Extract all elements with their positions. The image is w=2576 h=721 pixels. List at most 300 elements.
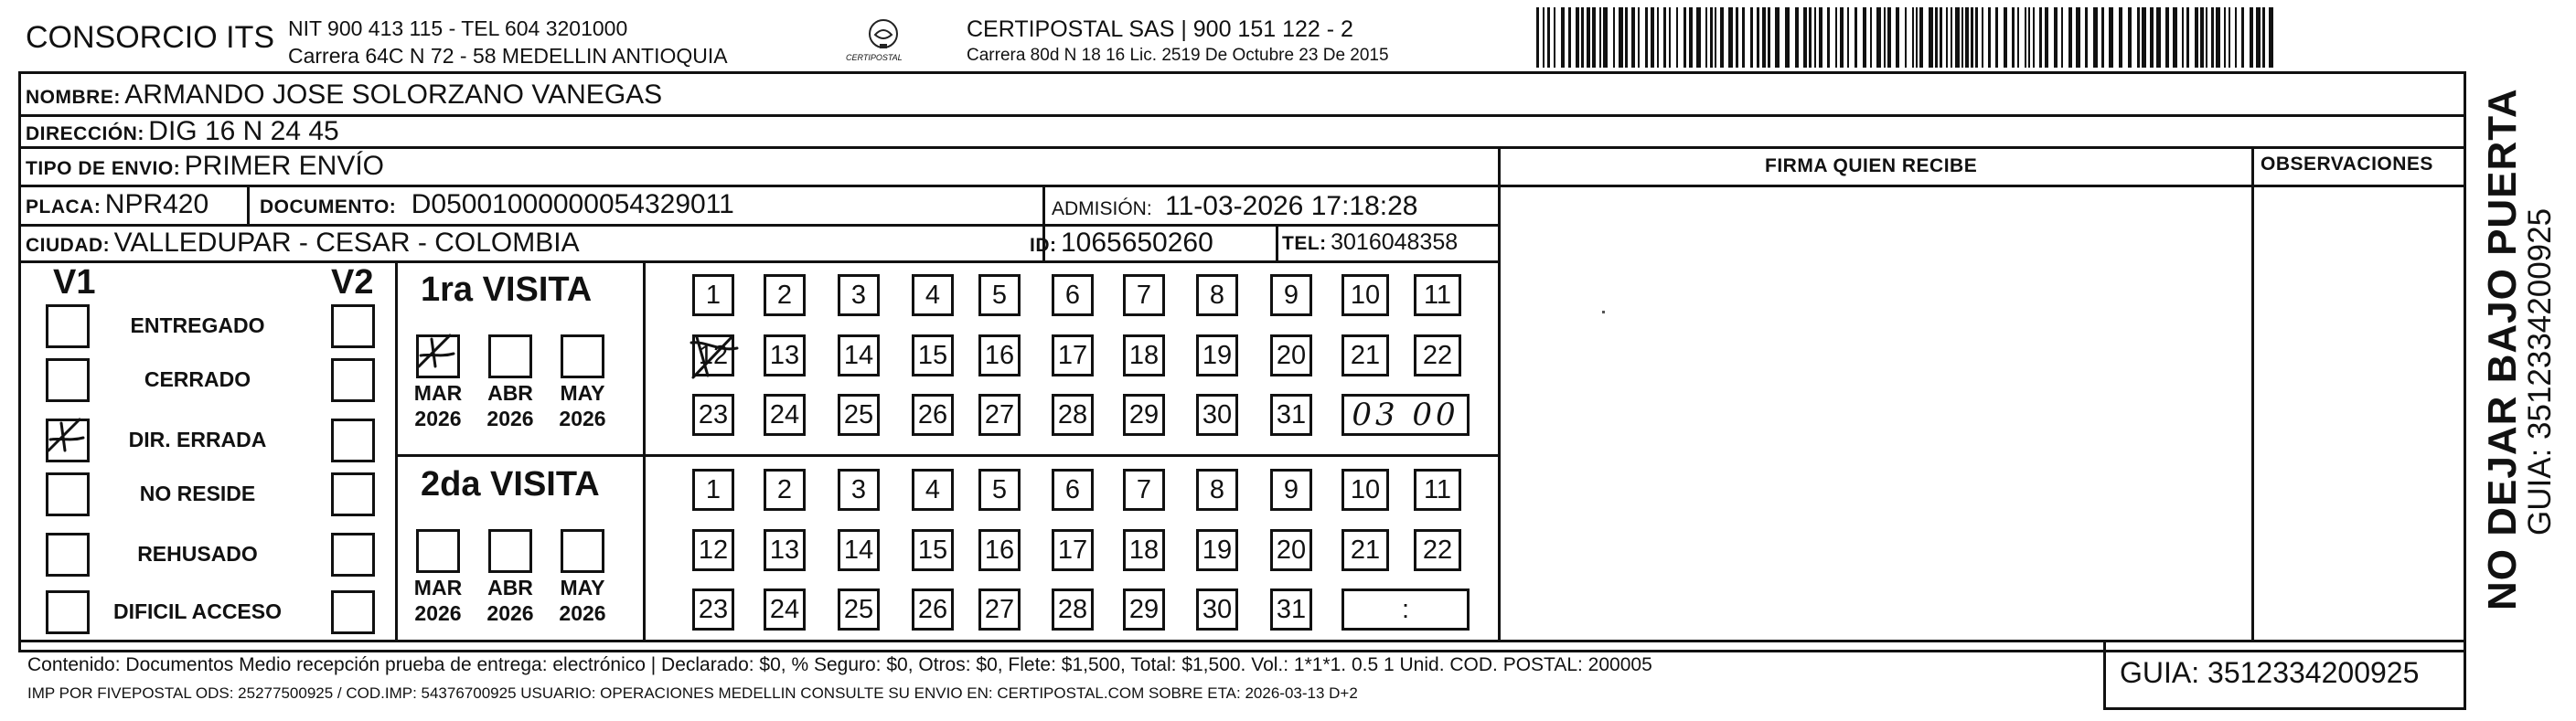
month-name: MAR <box>413 576 463 599</box>
direccion-row <box>26 116 339 147</box>
barcode-bar <box>1896 7 1899 68</box>
day-number: 16 <box>984 535 1015 565</box>
barcode-bar <box>1951 7 1952 68</box>
day-box[interactable] <box>1123 588 1165 631</box>
day-number: 27 <box>984 399 1015 429</box>
day-box[interactable] <box>692 394 734 436</box>
day-box[interactable] <box>692 469 734 511</box>
barcode-bar <box>1613 7 1615 68</box>
barcode-bar <box>2119 7 2122 68</box>
month-year: 2026 <box>414 407 462 430</box>
barcode-bar <box>2216 7 2220 68</box>
day-number: 2 <box>776 474 793 504</box>
barcode-bar <box>1757 7 1759 68</box>
time-placeholder: : <box>1401 594 1410 624</box>
barcode-bar <box>2012 7 2015 68</box>
firma-label: FIRMA QUIEN RECIBE <box>1765 155 1978 176</box>
side-guia: GUIA: 3512334200925 <box>2522 207 2558 535</box>
nombre-value: ARMANDO JOSE SOLORZANO VANEGAS <box>124 80 663 110</box>
day-box[interactable] <box>838 469 880 511</box>
month-label <box>405 380 471 431</box>
barcode-bar <box>1669 7 1671 68</box>
day-box[interactable] <box>1341 274 1389 316</box>
month-label <box>477 575 543 626</box>
day-box[interactable] <box>1123 334 1165 376</box>
barcode-bar <box>2182 7 2184 68</box>
day-number: 14 <box>843 535 874 565</box>
v2-checkbox[interactable] <box>331 419 375 462</box>
imp-line: IMP POR FIVEPOSTAL ODS: 25277500925 / COD.IMP: 54376700925 USUARIO: OPERACIONES MEDELLIN CONSULTE SU ENVIO EN: CERTIPOSTAL.COM SOBRE ETA: 2026-03-13 D+2 <box>27 684 1358 702</box>
day-number: 5 <box>991 474 1008 504</box>
day-number: 1 <box>705 280 721 310</box>
day-box[interactable] <box>838 588 880 631</box>
signature-speck <box>1602 311 1605 313</box>
day-number: 9 <box>1283 474 1299 504</box>
day-number: 7 <box>1136 280 1152 310</box>
barcode-bar <box>2128 7 2132 68</box>
month-checkbox[interactable] <box>488 334 532 378</box>
month-name: ABR <box>487 576 533 599</box>
day-number: 7 <box>1136 474 1152 504</box>
barcode-bar <box>1568 7 1571 68</box>
day-box[interactable] <box>1123 394 1165 436</box>
barcode-bar <box>1876 7 1881 68</box>
placa-value: NPR420 <box>104 189 209 219</box>
barcode-bar <box>2033 7 2035 68</box>
barcode-bar <box>2054 7 2058 68</box>
barcode-bar <box>2206 7 2207 68</box>
day-number: 8 <box>1209 474 1225 504</box>
day-box[interactable] <box>838 394 880 436</box>
barcode-bar <box>1720 7 1724 68</box>
day-box[interactable] <box>1052 469 1094 511</box>
ciudad-value: VALLEDUPAR - CESAR - COLOMBIA <box>113 228 580 258</box>
barcode-bar <box>2101 7 2104 68</box>
day-box[interactable] <box>1414 274 1461 316</box>
barcode-bar <box>2156 7 2161 68</box>
day-box[interactable] <box>1270 529 1312 571</box>
day-number: 28 <box>1057 594 1088 624</box>
day-box[interactable] <box>912 469 954 511</box>
license-line: Carrera 80d N 18 16 Lic. 2519 De Octubre 23 De 2015 <box>967 46 1389 65</box>
barcode-bar <box>2165 7 2169 68</box>
day-box[interactable] <box>1196 394 1238 436</box>
barcode-bar <box>1728 7 1733 68</box>
barcode-bar <box>2045 7 2048 68</box>
barcode <box>1536 7 2279 68</box>
guia-footer-value: GUIA: 3512334200925 <box>2120 656 2420 689</box>
time-box[interactable] <box>1341 588 1470 631</box>
ciudad-row <box>26 228 580 259</box>
barcode-bar <box>2250 7 2253 68</box>
day-box[interactable] <box>1341 334 1389 376</box>
day-box[interactable] <box>912 334 954 376</box>
barcode-bar <box>1988 7 1991 68</box>
day-number: 10 <box>1350 474 1381 504</box>
day-box[interactable] <box>1052 529 1094 571</box>
barcode-bar <box>2269 7 2273 68</box>
day-box[interactable] <box>1196 588 1238 631</box>
day-box[interactable] <box>978 529 1021 571</box>
day-box[interactable] <box>1341 469 1389 511</box>
barcode-bar <box>1663 7 1666 68</box>
barcode-bar <box>2211 7 2214 68</box>
month-checkbox[interactable] <box>488 529 532 573</box>
barcode-bar <box>2241 7 2244 68</box>
barcode-bar <box>1995 7 1998 68</box>
day-box[interactable] <box>1414 334 1461 376</box>
barcode-bar <box>2039 7 2042 68</box>
barcode-bar <box>1710 7 1713 68</box>
day-number: 4 <box>925 474 941 504</box>
day-box[interactable] <box>912 529 954 571</box>
tel-row <box>1282 229 1458 256</box>
day-number: 25 <box>843 399 874 429</box>
day-box[interactable] <box>978 588 1021 631</box>
barcode-bar <box>1975 7 1978 68</box>
month-label <box>477 380 543 431</box>
barcode-bar <box>1736 7 1738 68</box>
day-box[interactable] <box>1270 334 1312 376</box>
day-box[interactable] <box>1270 274 1312 316</box>
barcode-bar <box>1919 7 1923 68</box>
status-option-label: NO RESIDE <box>139 482 256 505</box>
day-box[interactable] <box>692 334 734 376</box>
barcode-bar <box>1554 7 1555 68</box>
day-number: 11 <box>1423 280 1452 310</box>
documento-label: DOCUMENTO: <box>260 196 397 217</box>
barcode-bar <box>2093 7 2098 68</box>
barcode-bar <box>1638 7 1640 68</box>
status-option-label: CERRADO <box>144 367 251 391</box>
barcode-bar <box>1683 7 1686 68</box>
day-number: 20 <box>1276 340 1307 370</box>
status-option-label: REHUSADO <box>137 542 258 566</box>
day-number: 1 <box>705 474 721 504</box>
day-box[interactable] <box>1052 588 1094 631</box>
nombre-label: NOMBRE: <box>26 87 121 108</box>
day-box[interactable] <box>912 394 954 436</box>
barcode-bar <box>1651 7 1654 68</box>
barcode-bar <box>1982 7 1983 68</box>
barcode-bar <box>2229 7 2230 68</box>
day-number: 6 <box>1064 280 1081 310</box>
barcode-bar <box>1847 7 1849 68</box>
day-box[interactable] <box>1414 529 1461 571</box>
barcode-bar <box>1965 7 1969 68</box>
month-name: MAR <box>413 381 463 405</box>
day-number: 26 <box>917 594 948 624</box>
no-dejar-notice: NO DEJAR BAJO PUERTA <box>2480 88 2525 610</box>
barcode-bar <box>2076 7 2080 68</box>
barcode-bar <box>1689 7 1693 68</box>
day-box[interactable] <box>1196 334 1238 376</box>
day-box[interactable] <box>1052 394 1094 436</box>
barcode-bar <box>1785 7 1790 68</box>
day-number: 14 <box>843 340 874 370</box>
barcode-bar <box>1870 7 1872 68</box>
barcode-bar <box>1599 7 1601 68</box>
barcode-bar <box>1750 7 1753 68</box>
day-number: 25 <box>843 594 874 624</box>
barcode-bar <box>2200 7 2204 68</box>
day-box[interactable] <box>764 588 806 631</box>
barcode-bar <box>2224 7 2226 68</box>
day-box[interactable] <box>764 394 806 436</box>
month-year: 2026 <box>486 601 534 625</box>
barcode-bar <box>1803 7 1807 68</box>
id-label: ID: <box>1030 235 1057 256</box>
barcode-bar <box>1775 7 1780 68</box>
month-checkbox[interactable] <box>416 529 460 573</box>
barcode-bar <box>2085 7 2088 68</box>
barcode-bar <box>1631 7 1635 68</box>
day-number: 28 <box>1057 399 1088 429</box>
day-number: 3 <box>850 474 867 504</box>
day-box[interactable] <box>1414 469 1461 511</box>
day-number: 20 <box>1276 535 1307 565</box>
day-box[interactable] <box>978 394 1021 436</box>
barcode-bar <box>1855 7 1857 68</box>
day-box[interactable] <box>1052 334 1094 376</box>
barcode-bar <box>2150 7 2154 68</box>
barcode-bar <box>2137 7 2140 68</box>
v1-label: V1 <box>53 263 96 302</box>
day-box[interactable] <box>764 274 806 316</box>
day-box[interactable] <box>692 588 734 631</box>
tipo-label: TIPO DE ENVIO: <box>26 158 181 179</box>
barcode-bar <box>2186 7 2189 68</box>
day-number: 13 <box>769 340 800 370</box>
barcode-bar <box>1705 7 1707 68</box>
month-checkbox[interactable] <box>561 529 604 573</box>
barcode-bar <box>1935 7 1938 68</box>
day-box[interactable] <box>1270 588 1312 631</box>
documento-value: D05001000000054329011 <box>411 189 734 219</box>
v2-checkbox[interactable] <box>331 533 375 577</box>
day-number: 18 <box>1128 535 1160 565</box>
barcode-bar <box>2195 7 2198 68</box>
day-number: 31 <box>1276 594 1307 624</box>
barcode-bar <box>2004 7 2007 68</box>
day-box[interactable] <box>692 274 734 316</box>
placa-label: PLACA: <box>26 196 102 217</box>
v2-checkbox[interactable] <box>331 358 375 402</box>
day-number: 10 <box>1350 280 1381 310</box>
day-number: 9 <box>1283 280 1299 310</box>
company-name: CONSORCIO ITS <box>26 20 275 55</box>
barcode-bar <box>1946 7 1948 68</box>
day-number: 6 <box>1064 474 1081 504</box>
day-number: 4 <box>925 280 941 310</box>
logo-text: CERTIPOSTAL <box>846 53 903 62</box>
barcode-bar <box>1971 7 1973 68</box>
barcode-bar <box>1587 7 1590 68</box>
barcode-bar <box>1840 7 1844 68</box>
content-line: Contenido: Documentos Medio recepción prueba de entrega: electrónico | Declarado: $0, % Seguro: $0, Otros: $0, Flete: $1,500, Total: $1,500. Vol.: 1*1*1. 0.5 1 Unid. COD. POSTAL: 200005 <box>27 654 1652 675</box>
day-box[interactable] <box>764 469 806 511</box>
barcode-bar <box>2068 7 2072 68</box>
day-number: 26 <box>917 399 948 429</box>
day-number: 30 <box>1202 594 1233 624</box>
day-box[interactable] <box>1123 469 1165 511</box>
barcode-bar <box>1603 7 1608 68</box>
status-option-label: DIFICIL ACCESO <box>112 599 282 623</box>
tel-label: TEL: <box>1282 233 1327 254</box>
barcode-bar <box>1819 7 1822 68</box>
barcode-bar <box>1905 7 1907 68</box>
nit-line: NIT 900 413 115 - TEL 604 3201000 <box>288 16 628 40</box>
day-number: 19 <box>1202 340 1233 370</box>
barcode-bar <box>1916 7 1918 68</box>
barcode-bar <box>1592 7 1596 68</box>
day-number: 15 <box>917 535 948 565</box>
barcode-bar <box>1576 7 1579 68</box>
day-box[interactable] <box>1052 274 1094 316</box>
day-box[interactable] <box>1123 274 1165 316</box>
barcode-bar <box>2109 7 2113 68</box>
tel-value: 3016048358 <box>1331 229 1459 255</box>
barcode-bar <box>2028 7 2030 68</box>
barcode-bar <box>1581 7 1584 68</box>
day-box[interactable] <box>838 529 880 571</box>
day-number: 21 <box>1350 340 1381 370</box>
day-box[interactable] <box>1196 274 1238 316</box>
barcode-bar <box>1645 7 1648 68</box>
day-number: 15 <box>917 340 948 370</box>
barcode-bar <box>1961 7 1963 68</box>
barcode-bar <box>2235 7 2237 68</box>
tipo-row <box>26 151 384 182</box>
barcode-bar <box>2142 7 2146 68</box>
barcode-bar <box>1929 7 1933 68</box>
month-checkbox[interactable] <box>416 334 460 378</box>
barcode-bar <box>1768 7 1770 68</box>
admision-label: ADMISIÓN: <box>1052 198 1152 219</box>
day-number: 11 <box>1423 474 1452 504</box>
ciudad-label: CIUDAD: <box>26 235 111 256</box>
day-box[interactable] <box>978 469 1021 511</box>
time-box[interactable] <box>1341 394 1470 436</box>
v2-checkbox[interactable] <box>331 472 375 516</box>
barcode-bar <box>1561 7 1565 68</box>
admision-value: 11-03-2026 17:18:28 <box>1165 191 1418 221</box>
handwritten-time: 03 00 <box>1352 397 1459 433</box>
day-box[interactable] <box>692 529 734 571</box>
day-number: 2 <box>776 280 793 310</box>
barcode-bar <box>1657 7 1659 68</box>
day-box[interactable] <box>912 588 954 631</box>
barcode-bar <box>2256 7 2261 68</box>
v2-checkbox[interactable] <box>331 590 375 634</box>
day-number: 31 <box>1276 399 1307 429</box>
status-option-label: DIR. ERRADA <box>128 428 267 451</box>
barcode-bar <box>1762 7 1766 68</box>
day-number: 29 <box>1128 594 1160 624</box>
day-number: 22 <box>1422 340 1453 370</box>
day-number: 21 <box>1350 535 1381 565</box>
nombre-row <box>26 80 662 111</box>
barcode-bar <box>1887 7 1891 68</box>
day-number: 30 <box>1202 399 1233 429</box>
day-box[interactable] <box>838 334 880 376</box>
barcode-bar <box>1696 7 1701 68</box>
barcode-bar <box>1940 7 1942 68</box>
day-box[interactable] <box>764 334 806 376</box>
v2-checkbox[interactable] <box>331 304 375 348</box>
day-box[interactable] <box>978 334 1021 376</box>
day-box[interactable] <box>1196 529 1238 571</box>
day-number: 22 <box>1422 535 1453 565</box>
id-row <box>1030 228 1213 259</box>
month-label <box>550 380 615 431</box>
barcode-bar <box>2262 7 2265 68</box>
day-number: 16 <box>984 340 1015 370</box>
day-number: 29 <box>1128 399 1160 429</box>
month-year: 2026 <box>486 407 534 430</box>
day-number: 19 <box>1202 535 1233 565</box>
day-box[interactable] <box>1196 469 1238 511</box>
documento-row <box>260 189 734 220</box>
direccion-value: DIG 16 N 24 45 <box>148 116 339 146</box>
month-name: MAY <box>560 576 605 599</box>
barcode-bar <box>1912 7 1914 68</box>
day-number: 8 <box>1209 280 1225 310</box>
carrier-line: CERTIPOSTAL SAS | 900 151 122 - 2 <box>967 16 1353 42</box>
barcode-bar <box>1536 7 1539 68</box>
month-year: 2026 <box>559 601 606 625</box>
day-box[interactable] <box>764 529 806 571</box>
barcode-bar <box>1884 7 1886 68</box>
barcode-bar <box>2025 7 2026 68</box>
day-number: 23 <box>698 399 729 429</box>
address-line: Carrera 64C N 72 - 58 MEDELLIN ANTIOQUIA <box>288 44 728 68</box>
barcode-bar <box>1814 7 1816 68</box>
month-name: MAY <box>560 381 605 405</box>
barcode-bar <box>1827 7 1830 68</box>
month-checkbox[interactable] <box>561 334 604 378</box>
day-box[interactable] <box>1270 394 1312 436</box>
barcode-bar <box>1835 7 1837 68</box>
day-number: 12 <box>698 535 729 565</box>
day-box[interactable] <box>912 274 954 316</box>
v2-label: V2 <box>331 263 374 302</box>
day-number: 17 <box>1057 535 1088 565</box>
placa-row <box>26 189 208 220</box>
id-value: 1065650260 <box>1060 228 1213 258</box>
barcode-bar <box>1715 7 1716 68</box>
day-number: 13 <box>769 535 800 565</box>
month-label <box>550 575 615 626</box>
day-box[interactable] <box>1270 469 1312 511</box>
barcode-bar <box>1955 7 1960 68</box>
tipo-value: PRIMER ENVÍO <box>184 151 385 181</box>
barcode-bar <box>2017 7 2019 68</box>
day-number: 24 <box>769 399 800 429</box>
day-box[interactable] <box>1341 529 1389 571</box>
status-option-label: ENTREGADO <box>130 313 265 337</box>
barcode-bar <box>1543 7 1545 68</box>
day-box[interactable] <box>838 274 880 316</box>
admision-row <box>1052 191 1417 222</box>
day-number: 27 <box>984 594 1015 624</box>
day-box[interactable] <box>1123 529 1165 571</box>
day-number: 17 <box>1057 340 1088 370</box>
day-number: 23 <box>698 594 729 624</box>
day-box[interactable] <box>978 274 1021 316</box>
month-year: 2026 <box>414 601 462 625</box>
barcode-bar <box>1742 7 1745 68</box>
